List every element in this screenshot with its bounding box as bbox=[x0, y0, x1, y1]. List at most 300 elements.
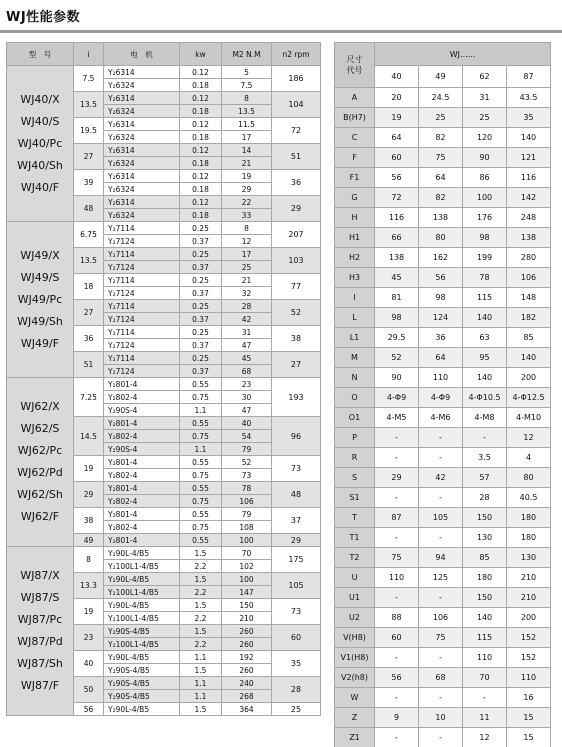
dimension-code: F1 bbox=[335, 168, 375, 188]
ratio-cell: 13.5 bbox=[74, 92, 104, 118]
kw-cell: 0.55 bbox=[180, 417, 222, 430]
ratio-cell: 7.25 bbox=[74, 378, 104, 417]
header-group: WJ...... bbox=[375, 43, 551, 66]
kw-cell: 1.1 bbox=[180, 443, 222, 456]
dimension-value: 12 bbox=[507, 428, 551, 448]
dimension-value: 124 bbox=[419, 308, 463, 328]
motor-cell: Y₂90L-4/B5 bbox=[104, 573, 180, 586]
dimension-code: A bbox=[335, 88, 375, 108]
col-kw: kw bbox=[180, 43, 222, 66]
dimension-value: 180 bbox=[507, 528, 551, 548]
speed-cell: 73 bbox=[272, 599, 321, 625]
torque-cell: 21 bbox=[222, 274, 272, 287]
dimension-row bbox=[335, 248, 551, 268]
ratio-cell: 14.5 bbox=[74, 417, 104, 456]
page-title: WJ性能参数 bbox=[6, 10, 81, 25]
dimension-value: 200 bbox=[507, 608, 551, 628]
dimension-value: 138 bbox=[375, 248, 419, 268]
dimension-value: 125 bbox=[419, 568, 463, 588]
dimension-row bbox=[335, 488, 551, 508]
torque-cell: 42 bbox=[222, 313, 272, 326]
torque-cell: 8 bbox=[222, 92, 272, 105]
kw-cell: 0.37 bbox=[180, 339, 222, 352]
kw-cell: 0.55 bbox=[180, 482, 222, 495]
dimension-row bbox=[335, 328, 551, 348]
dimension-code: L bbox=[335, 308, 375, 328]
dimension-value: 4-M6 bbox=[419, 408, 463, 428]
speed-cell: 36 bbox=[272, 170, 321, 196]
dimension-value: 12 bbox=[463, 728, 507, 747]
kw-cell: 0.55 bbox=[180, 456, 222, 469]
table-row bbox=[7, 222, 321, 235]
motor-cell: Y₂801-4 bbox=[104, 534, 180, 547]
size-cell: 62 bbox=[463, 66, 507, 88]
dimension-value: 56 bbox=[419, 268, 463, 288]
dimension-value: 210 bbox=[507, 588, 551, 608]
model-name: WJ40/S bbox=[20, 114, 60, 128]
speed-cell: 25 bbox=[272, 703, 321, 716]
speed-cell: 72 bbox=[272, 118, 321, 144]
motor-cell: Y₂6324 bbox=[104, 157, 180, 170]
torque-cell: 79 bbox=[222, 443, 272, 456]
torque-cell: 17 bbox=[222, 248, 272, 261]
dimension-value: 10 bbox=[419, 708, 463, 728]
motor-cell: Y₂6324 bbox=[104, 183, 180, 196]
dimension-value: 87 bbox=[375, 508, 419, 528]
kw-cell: 0.25 bbox=[180, 326, 222, 339]
dimension-code: G bbox=[335, 188, 375, 208]
dimension-value: 90 bbox=[375, 368, 419, 388]
motor-cell: Y₂90S-4/B5 bbox=[104, 664, 180, 677]
dimension-value: 150 bbox=[463, 588, 507, 608]
torque-cell: 31 bbox=[222, 326, 272, 339]
motor-cell: Y₂6324 bbox=[104, 79, 180, 92]
dimension-row bbox=[335, 188, 551, 208]
dimension-value: - bbox=[419, 428, 463, 448]
motor-cell: Y₂90L-4/B5 bbox=[104, 599, 180, 612]
dimension-value: 15 bbox=[507, 708, 551, 728]
kw-cell: 0.18 bbox=[180, 183, 222, 196]
dimension-value: 94 bbox=[419, 548, 463, 568]
model-name: WJ87/Pd bbox=[17, 635, 63, 648]
motor-cell: Y₂6314 bbox=[104, 118, 180, 131]
speed-cell: 207 bbox=[272, 222, 321, 248]
dimension-row bbox=[335, 88, 551, 108]
kw-cell: 1.5 bbox=[180, 547, 222, 560]
kw-cell: 0.55 bbox=[180, 378, 222, 391]
dimension-table bbox=[334, 42, 551, 747]
dimension-value: 116 bbox=[507, 168, 551, 188]
torque-cell: 260 bbox=[222, 638, 272, 651]
dimension-value: 42 bbox=[419, 468, 463, 488]
dimension-value: 75 bbox=[419, 148, 463, 168]
model-name: WJ62/F bbox=[20, 510, 60, 523]
dimension-value: 130 bbox=[463, 528, 507, 548]
torque-cell: 28 bbox=[222, 300, 272, 313]
dimension-row bbox=[335, 408, 551, 428]
torque-cell: 147 bbox=[222, 586, 272, 599]
model-name: WJ49/F bbox=[20, 336, 60, 350]
torque-cell: 68 bbox=[222, 365, 272, 378]
model-name: WJ49/Sh bbox=[17, 314, 63, 328]
kw-cell: 1.5 bbox=[180, 625, 222, 638]
dimension-value: - bbox=[419, 448, 463, 468]
dimension-row bbox=[335, 628, 551, 648]
torque-cell: 45 bbox=[222, 352, 272, 365]
dimension-value: - bbox=[419, 648, 463, 668]
kw-cell: 0.12 bbox=[180, 196, 222, 209]
dimension-value: 29.5 bbox=[375, 328, 419, 348]
speed-cell: 29 bbox=[272, 534, 321, 547]
dimension-code: O bbox=[335, 388, 375, 408]
dimension-value: 80 bbox=[507, 468, 551, 488]
kw-cell: 0.37 bbox=[180, 287, 222, 300]
model-name: WJ40/X bbox=[20, 92, 60, 106]
dimension-value: 25 bbox=[419, 108, 463, 128]
motor-cell: Y₂7124 bbox=[104, 261, 180, 274]
dimension-value: 138 bbox=[419, 208, 463, 228]
dimension-value: 64 bbox=[375, 128, 419, 148]
speed-cell: 77 bbox=[272, 274, 321, 300]
dimension-code: C bbox=[335, 128, 375, 148]
model-cell bbox=[7, 66, 74, 222]
dimension-value: 152 bbox=[507, 628, 551, 648]
dimension-value: 40.5 bbox=[507, 488, 551, 508]
dimension-value: - bbox=[419, 728, 463, 747]
motor-cell: Y₂6324 bbox=[104, 105, 180, 118]
torque-cell: 260 bbox=[222, 625, 272, 638]
dimension-row bbox=[335, 468, 551, 488]
motor-cell: Y₂801-4 bbox=[104, 482, 180, 495]
dimension-value: 4-Φ9 bbox=[419, 388, 463, 408]
kw-cell: 1.5 bbox=[180, 599, 222, 612]
col-speed: n2 rpm bbox=[272, 43, 321, 66]
motor-cell: Y₂100L1-4/B5 bbox=[104, 638, 180, 651]
model-name: WJ49/X bbox=[20, 248, 60, 262]
dimension-code: U bbox=[335, 568, 375, 588]
model-name: WJ49/S bbox=[20, 270, 60, 284]
speed-cell: 38 bbox=[272, 326, 321, 352]
dimension-value: - bbox=[375, 688, 419, 708]
kw-cell: 2.2 bbox=[180, 586, 222, 599]
ratio-cell: 36 bbox=[74, 326, 104, 352]
ratio-cell: 13.3 bbox=[74, 573, 104, 599]
torque-cell: 13.5 bbox=[222, 105, 272, 118]
torque-cell: 47 bbox=[222, 339, 272, 352]
dimension-value: 36 bbox=[419, 328, 463, 348]
col-code bbox=[335, 43, 375, 88]
torque-cell: 30 bbox=[222, 391, 272, 404]
dimension-value: 31 bbox=[463, 88, 507, 108]
torque-cell: 33 bbox=[222, 209, 272, 222]
dimension-value: 64 bbox=[419, 348, 463, 368]
motor-cell: Y₂100L1-4/B5 bbox=[104, 586, 180, 599]
dimension-value: 4-Φ9 bbox=[375, 388, 419, 408]
motor-cell: Y₂7124 bbox=[104, 339, 180, 352]
kw-cell: 0.25 bbox=[180, 274, 222, 287]
torque-cell: 29 bbox=[222, 183, 272, 196]
speed-cell: 104 bbox=[272, 92, 321, 118]
dimension-value: 68 bbox=[419, 668, 463, 688]
dimension-row bbox=[335, 728, 551, 747]
kw-cell: 1.1 bbox=[180, 404, 222, 417]
dimension-row bbox=[335, 648, 551, 668]
dimension-value: - bbox=[419, 528, 463, 548]
motor-cell: Y₂90S-4/B5 bbox=[104, 625, 180, 638]
dimension-value: 35 bbox=[507, 108, 551, 128]
motor-cell: Y₂802-4 bbox=[104, 391, 180, 404]
dimension-value: 140 bbox=[463, 368, 507, 388]
kw-cell: 0.75 bbox=[180, 495, 222, 508]
speed-cell: 60 bbox=[272, 625, 321, 651]
model-name: WJ62/S bbox=[20, 422, 60, 435]
dimension-value: - bbox=[463, 688, 507, 708]
kw-cell: 0.18 bbox=[180, 131, 222, 144]
dimension-code: T1 bbox=[335, 528, 375, 548]
dimension-code: H2 bbox=[335, 248, 375, 268]
kw-cell: 0.75 bbox=[180, 391, 222, 404]
dimension-value: 110 bbox=[463, 648, 507, 668]
kw-cell: 0.55 bbox=[180, 508, 222, 521]
model-name: WJ62/Pc bbox=[17, 444, 63, 457]
ratio-cell: 56 bbox=[74, 703, 104, 716]
speed-cell: 48 bbox=[272, 482, 321, 508]
model-name: WJ87/X bbox=[20, 569, 60, 582]
dimension-row bbox=[335, 448, 551, 468]
torque-cell: 7.5 bbox=[222, 79, 272, 92]
model-name: WJ62/X bbox=[20, 400, 60, 413]
dimension-row bbox=[335, 108, 551, 128]
motor-cell: Y₂6314 bbox=[104, 92, 180, 105]
torque-cell: 17 bbox=[222, 131, 272, 144]
dimension-row bbox=[335, 588, 551, 608]
dimension-row bbox=[335, 288, 551, 308]
dimension-value: 75 bbox=[419, 628, 463, 648]
col-model: 型 号 bbox=[7, 43, 74, 66]
ratio-cell: 51 bbox=[74, 352, 104, 378]
dimension-code: T2 bbox=[335, 548, 375, 568]
speed-cell: 186 bbox=[272, 66, 321, 92]
ratio-cell: 49 bbox=[74, 534, 104, 547]
motor-cell: Y₂7114 bbox=[104, 300, 180, 313]
dimension-code: T bbox=[335, 508, 375, 528]
dimension-value: - bbox=[375, 648, 419, 668]
dimension-code: Z bbox=[335, 708, 375, 728]
dimension-row bbox=[335, 128, 551, 148]
model-name: WJ87/S bbox=[20, 591, 60, 604]
dimension-row bbox=[335, 508, 551, 528]
model-name: WJ40/Pc bbox=[17, 136, 63, 150]
dimension-value: 80 bbox=[419, 228, 463, 248]
dimension-value: 140 bbox=[507, 128, 551, 148]
dimension-code: Z1 bbox=[335, 728, 375, 747]
ratio-cell: 38 bbox=[74, 508, 104, 534]
torque-cell: 268 bbox=[222, 690, 272, 703]
performance-table bbox=[6, 42, 321, 716]
motor-cell: Y₂7114 bbox=[104, 326, 180, 339]
kw-cell: 0.75 bbox=[180, 430, 222, 443]
dimension-value: 140 bbox=[463, 608, 507, 628]
header-size: 尺寸 bbox=[346, 55, 363, 64]
dimension-value: 121 bbox=[507, 148, 551, 168]
dimension-value: - bbox=[419, 588, 463, 608]
torque-cell: 260 bbox=[222, 664, 272, 677]
dimension-value: - bbox=[375, 428, 419, 448]
ratio-cell: 18 bbox=[74, 274, 104, 300]
title-divider bbox=[0, 30, 562, 33]
dimension-code: H3 bbox=[335, 268, 375, 288]
dimension-row bbox=[335, 688, 551, 708]
performance-header-row bbox=[7, 43, 321, 66]
model-name: WJ87/F bbox=[20, 679, 60, 692]
dimension-value: 98 bbox=[463, 228, 507, 248]
dimension-value: 81 bbox=[375, 288, 419, 308]
torque-cell: 11.5 bbox=[222, 118, 272, 131]
dimension-value: 148 bbox=[507, 288, 551, 308]
model-name: WJ62/Pd bbox=[17, 466, 63, 479]
kw-cell: 2.2 bbox=[180, 560, 222, 573]
motor-cell: Y₂90L-4/B5 bbox=[104, 547, 180, 560]
col-motor: 电 机 bbox=[104, 43, 180, 66]
kw-cell: 0.75 bbox=[180, 521, 222, 534]
motor-cell: Y₂6324 bbox=[104, 131, 180, 144]
torque-cell: 8 bbox=[222, 222, 272, 235]
dimension-value: 138 bbox=[507, 228, 551, 248]
ratio-cell: 13.5 bbox=[74, 248, 104, 274]
dimension-row bbox=[335, 228, 551, 248]
torque-cell: 102 bbox=[222, 560, 272, 573]
ratio-cell: 6.75 bbox=[74, 222, 104, 248]
kw-cell: 0.12 bbox=[180, 144, 222, 157]
dimension-value: 110 bbox=[419, 368, 463, 388]
dimension-value: 29 bbox=[375, 468, 419, 488]
torque-cell: 23 bbox=[222, 378, 272, 391]
kw-cell: 2.2 bbox=[180, 638, 222, 651]
dimension-value: 180 bbox=[507, 508, 551, 528]
model-cell bbox=[7, 378, 74, 547]
torque-cell: 79 bbox=[222, 508, 272, 521]
dimension-value: 106 bbox=[507, 268, 551, 288]
torque-cell: 54 bbox=[222, 430, 272, 443]
dimension-value: 115 bbox=[463, 628, 507, 648]
torque-cell: 19 bbox=[222, 170, 272, 183]
ratio-cell: 48 bbox=[74, 196, 104, 222]
model-cell bbox=[7, 222, 74, 378]
size-cell: 40 bbox=[375, 66, 419, 88]
ratio-cell: 27 bbox=[74, 144, 104, 170]
dimension-value: - bbox=[419, 488, 463, 508]
model-name: WJ40/Sh bbox=[17, 158, 63, 172]
torque-cell: 100 bbox=[222, 573, 272, 586]
dimension-code: L1 bbox=[335, 328, 375, 348]
torque-cell: 22 bbox=[222, 196, 272, 209]
dimension-code: R bbox=[335, 448, 375, 468]
speed-cell: 73 bbox=[272, 456, 321, 482]
dimension-value: 152 bbox=[507, 648, 551, 668]
dimension-code: U2 bbox=[335, 608, 375, 628]
kw-cell: 0.12 bbox=[180, 170, 222, 183]
torque-cell: 150 bbox=[222, 599, 272, 612]
dimension-value: - bbox=[463, 428, 507, 448]
motor-cell: Y₂90S-4 bbox=[104, 443, 180, 456]
dimension-value: 4-M8 bbox=[463, 408, 507, 428]
kw-cell: 0.18 bbox=[180, 79, 222, 92]
model-name: WJ62/Sh bbox=[17, 488, 63, 501]
dimension-value: 9 bbox=[375, 708, 419, 728]
dimension-value: 66 bbox=[375, 228, 419, 248]
ratio-cell: 19 bbox=[74, 599, 104, 625]
dimension-row bbox=[335, 268, 551, 288]
dimension-value: 115 bbox=[463, 288, 507, 308]
motor-cell: Y₂7114 bbox=[104, 222, 180, 235]
dimension-value: 19 bbox=[375, 108, 419, 128]
col-ratio: i bbox=[74, 43, 104, 66]
dimension-value: 78 bbox=[463, 268, 507, 288]
ratio-cell: 40 bbox=[74, 651, 104, 677]
torque-cell: 5 bbox=[222, 66, 272, 79]
dimension-value: 142 bbox=[507, 188, 551, 208]
torque-cell: 240 bbox=[222, 677, 272, 690]
dimension-value: 140 bbox=[507, 348, 551, 368]
dimension-row bbox=[335, 428, 551, 448]
speed-cell: 28 bbox=[272, 677, 321, 703]
torque-cell: 12 bbox=[222, 235, 272, 248]
dimension-value: - bbox=[375, 488, 419, 508]
motor-cell: Y₂6324 bbox=[104, 209, 180, 222]
dimension-value: 25 bbox=[463, 108, 507, 128]
dimension-code: V(H8) bbox=[335, 628, 375, 648]
motor-cell: Y₂90S-4/B5 bbox=[104, 677, 180, 690]
dimension-code: I bbox=[335, 288, 375, 308]
dimension-value: 86 bbox=[463, 168, 507, 188]
motor-cell: Y₂6314 bbox=[104, 170, 180, 183]
torque-cell: 108 bbox=[222, 521, 272, 534]
torque-cell: 192 bbox=[222, 651, 272, 664]
kw-cell: 2.2 bbox=[180, 612, 222, 625]
torque-cell: 47 bbox=[222, 404, 272, 417]
dimension-value: 64 bbox=[419, 168, 463, 188]
motor-cell: Y₂801-4 bbox=[104, 378, 180, 391]
dimension-value: 180 bbox=[463, 568, 507, 588]
dimension-value: 4-Φ10.5 bbox=[463, 388, 507, 408]
model-name: WJ49/Pc bbox=[17, 292, 63, 306]
dimension-code: O1 bbox=[335, 408, 375, 428]
motor-cell: Y₂100L1-4/B5 bbox=[104, 560, 180, 573]
ratio-cell: 19 bbox=[74, 456, 104, 482]
kw-cell: 0.18 bbox=[180, 105, 222, 118]
motor-cell: Y₂6314 bbox=[104, 144, 180, 157]
torque-cell: 21 bbox=[222, 157, 272, 170]
dimension-value: 70 bbox=[463, 668, 507, 688]
dimension-value: 56 bbox=[375, 668, 419, 688]
torque-cell: 106 bbox=[222, 495, 272, 508]
dimension-value: 110 bbox=[507, 668, 551, 688]
torque-cell: 32 bbox=[222, 287, 272, 300]
dimension-code: U1 bbox=[335, 588, 375, 608]
kw-cell: 0.25 bbox=[180, 352, 222, 365]
dimension-code: H1 bbox=[335, 228, 375, 248]
dimension-code: B(H7) bbox=[335, 108, 375, 128]
model-name: WJ87/Sh bbox=[17, 657, 63, 670]
kw-cell: 0.75 bbox=[180, 469, 222, 482]
dimension-value: 106 bbox=[419, 608, 463, 628]
speed-cell: 96 bbox=[272, 417, 321, 456]
motor-cell: Y₂6314 bbox=[104, 196, 180, 209]
dimension-row bbox=[335, 708, 551, 728]
ratio-cell: 8 bbox=[74, 547, 104, 573]
speed-cell: 193 bbox=[272, 378, 321, 417]
col-torque: M2 N.M bbox=[222, 43, 272, 66]
